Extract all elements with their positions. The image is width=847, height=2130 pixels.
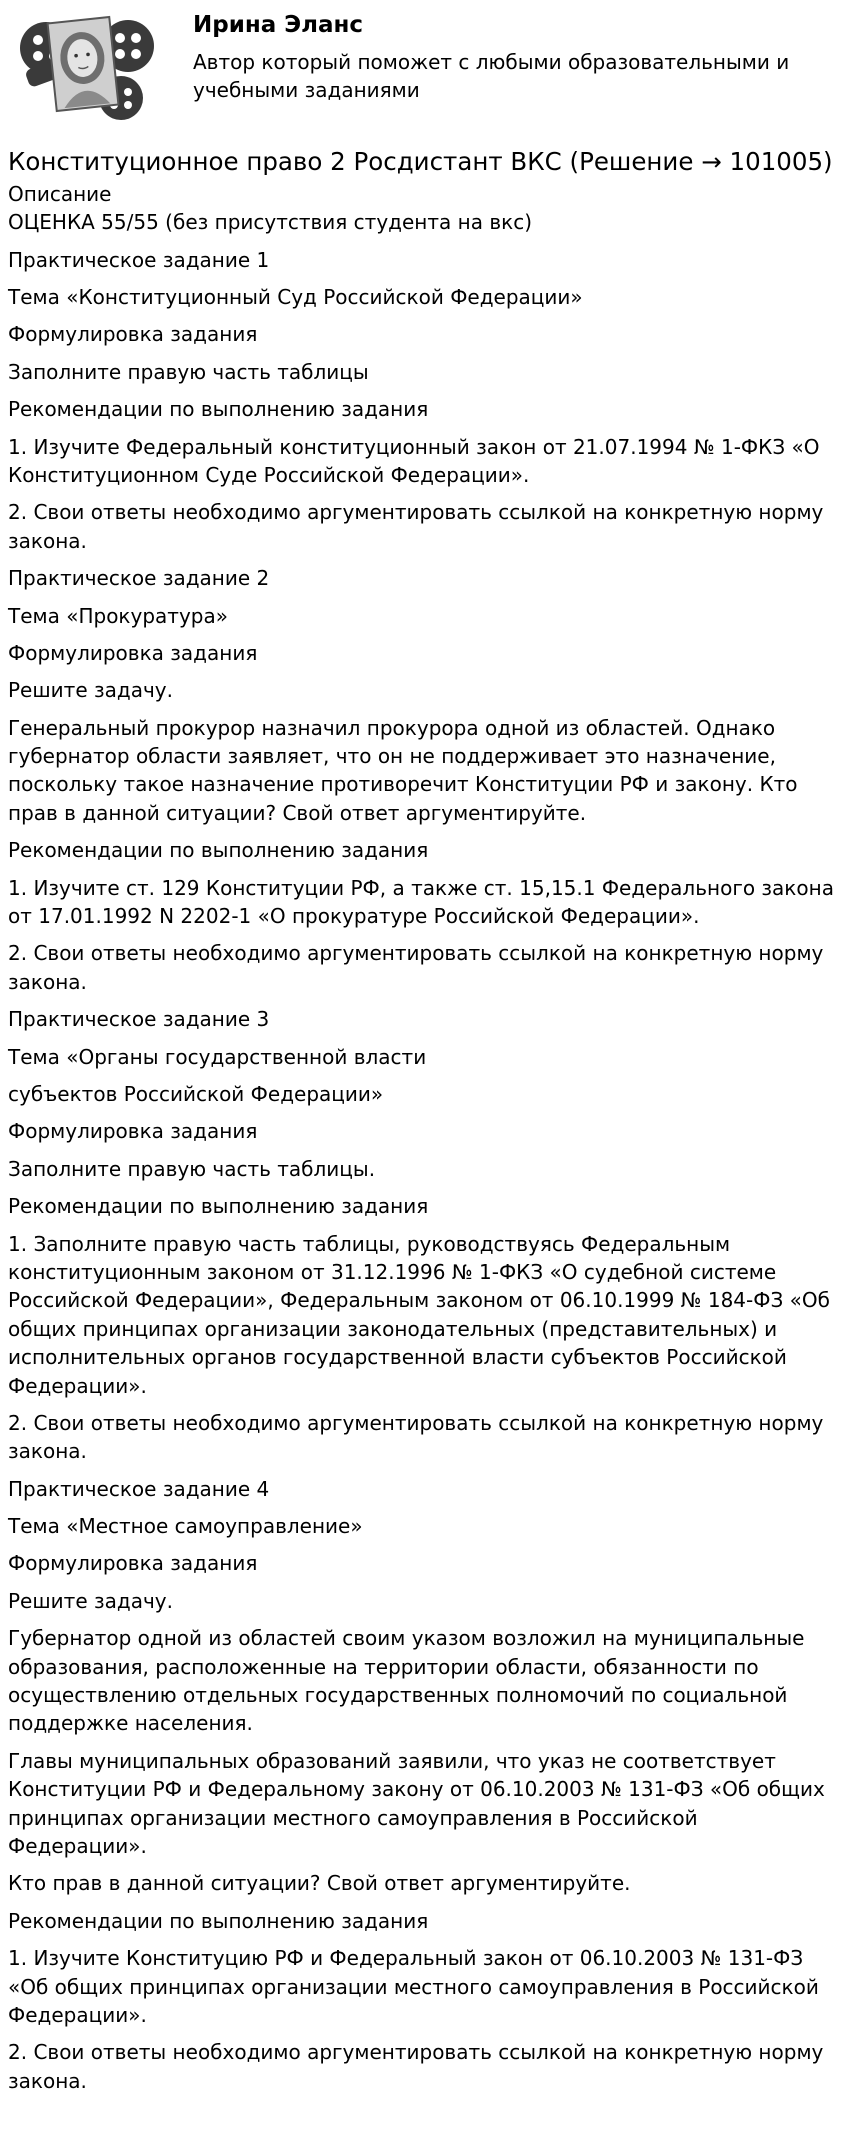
paragraph: Рекомендации по выполнению задания	[8, 397, 429, 422]
author-name[interactable]: Ирина Эланс	[193, 12, 364, 38]
paragraph: Губернатор одной из областей своим указом возложил на муниципальные образования, расположенные на территории области, обязанности по осуществлению отдельных государственных полномочий по социальной поддержке населения.	[8, 1626, 805, 1736]
paragraph: Формулировка задания	[8, 640, 258, 665]
paragraph: Решите задачу.	[8, 678, 173, 703]
paragraph: Практическое задание 2	[8, 566, 270, 591]
paragraph: Тема «Прокуратура»	[8, 603, 228, 628]
author-avatar[interactable]	[16, 6, 158, 126]
paragraph: 1. Заполните правую часть таблицы, руководствуясь Федеральным конституционным законом от 31.12.1996 № 1-ФКЗ «О судебной системе Российской Федерации», Федеральным законом от 06.10.1999 № 184-ФЗ «Об общих принципах организации законодательных (представительных) и исполнительных органов государственной власти субъектов Российской Федерации».	[8, 1231, 830, 1398]
paragraph: Рекомендации по выполнению задания	[8, 1908, 429, 1933]
paragraph: Генеральный прокурор назначил прокурора одной из областей. Однако губернатор области заявляет, что он не поддерживает это назначение, поскольку такое назначение противоречит Конституции РФ и закону. Кто прав в данной ситуации? Свой ответ аргументируйте.	[8, 715, 798, 825]
paragraph: 1. Изучите Федеральный конституционный закон от 21.07.1994 № 1-ФКЗ «О Конституционном Суде Российской Федерации».	[8, 434, 820, 487]
paragraph: Заполните правую часть таблицы.	[8, 1156, 376, 1181]
paragraph: Кто прав в данной ситуации? Свой ответ аргументируйте.	[8, 1871, 631, 1896]
paragraph: Практическое задание 1	[8, 247, 270, 272]
paragraph: Тема «Конституционный Суд Российской Федерации»	[8, 285, 583, 310]
paragraph: 2. Свои ответы необходимо аргументировать ссылкой на конкретную норму закона.	[8, 2040, 824, 2093]
paragraph: Практическое задание 4	[8, 1476, 270, 1501]
paragraph: Практическое задание 3	[8, 1007, 270, 1032]
document-body	[8, 246, 841, 2095]
paragraph: Формулировка задания	[8, 1119, 258, 1144]
paragraph: Рекомендации по выполнению задания	[8, 838, 429, 863]
grade-text: ОЦЕНКА 55/55 (без присутствия студента на вкс)	[8, 210, 532, 235]
paragraph: 2. Свои ответы необходимо аргументировать ссылкой на конкретную норму закона.	[8, 941, 824, 994]
paragraph: Рекомендации по выполнению задания	[8, 1194, 429, 1219]
description-label: Описание	[8, 181, 112, 206]
paragraph: Формулировка задания	[8, 322, 258, 347]
paragraph: 1. Изучите ст. 129 Конституции РФ, а также ст. 15,15.1 Федерального закона от 17.01.1992 N 2202-1 «О прокуратуре Российской Федерации».	[8, 875, 834, 929]
paragraph: Заполните правую часть таблицы	[8, 359, 369, 384]
paragraph: субъектов Российской Федерации»	[8, 1082, 384, 1106]
paragraph: 2. Свои ответы необходимо аргументировать ссылкой на конкретную норму закона.	[8, 1410, 824, 1464]
paragraph: Тема «Органы государственной власти	[8, 1044, 427, 1069]
author-card	[8, 0, 841, 130]
paragraph: Формулировка задания	[8, 1551, 258, 1576]
page-title: Конституционное право 2 Росдистант ВКС (Решение → 101005)	[8, 147, 833, 176]
paragraph: Тема «Местное самоуправление»	[8, 1514, 363, 1539]
paragraph: Решите задачу.	[8, 1588, 173, 1613]
paragraph: 1. Изучите Конституцию РФ и Федеральный закон от 06.10.2003 № 131-ФЗ «Об общих принципах организации местного самоуправления в Российской Федерации».	[8, 1946, 819, 2027]
paragraph: 2. Свои ответы необходимо аргументировать ссылкой на конкретную норму закона.	[8, 500, 824, 553]
author-description: Автор который поможет с любыми образовательными и учебными заданиями	[193, 50, 790, 103]
paragraph: Главы муниципальных образований заявили, что указ не соответствует Конституции РФ и Федеральному закону от 06.10.2003 № 131-ФЗ «Об общих принципах организации местного самоуправления в Российской Федерации».	[8, 1748, 825, 1858]
